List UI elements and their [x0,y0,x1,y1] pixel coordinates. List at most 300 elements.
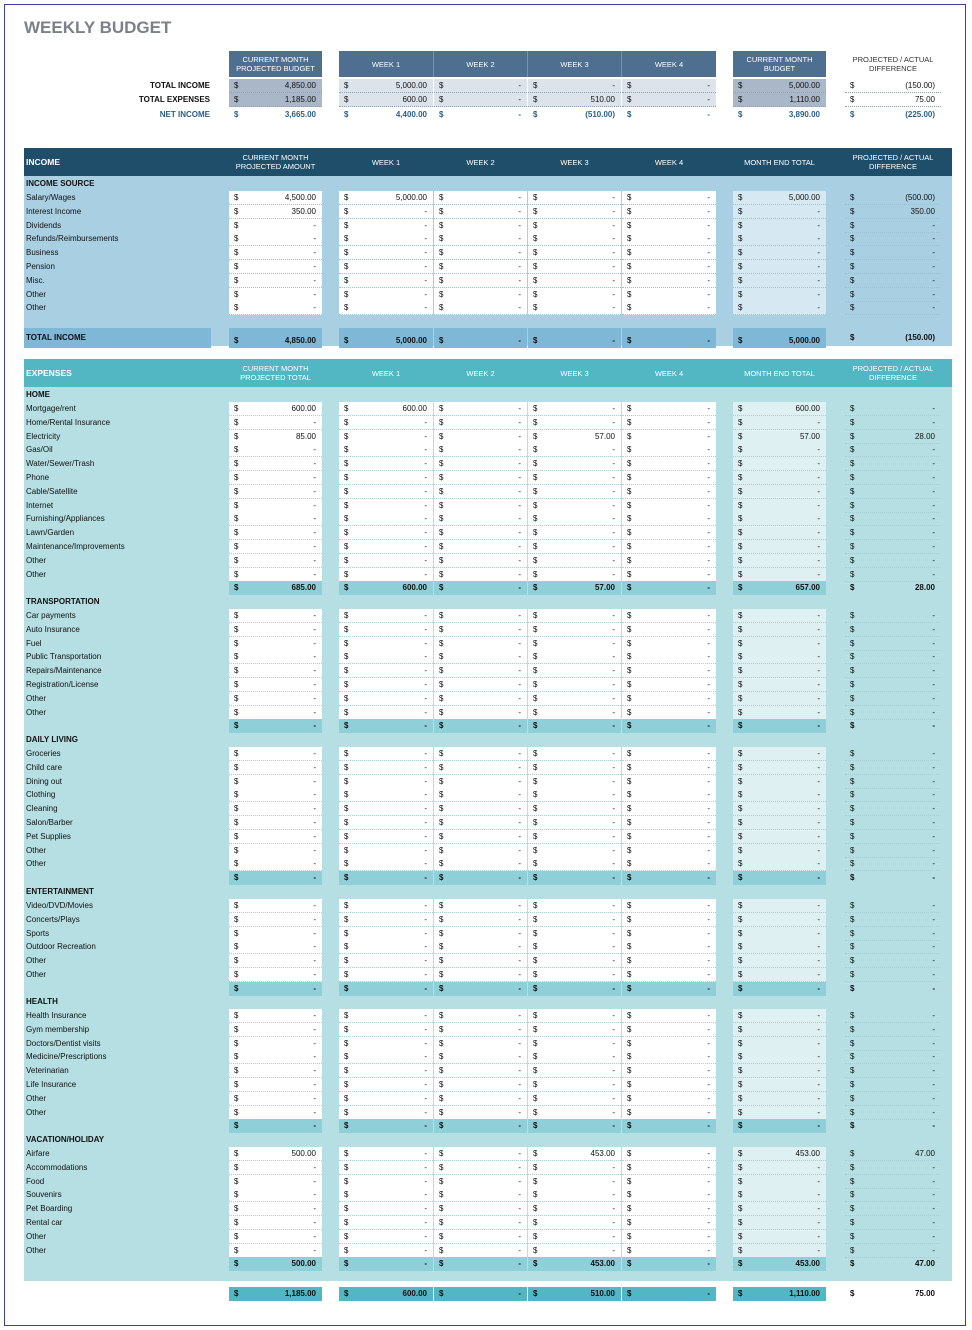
value-cell[interactable] [733,274,826,288]
value-cell[interactable] [622,568,716,582]
value-cell[interactable] [229,1287,322,1301]
value-cell[interactable] [434,761,527,775]
value-cell[interactable] [733,191,826,205]
value-cell[interactable] [434,623,527,637]
value-cell[interactable] [622,664,716,678]
value-cell[interactable] [733,1023,826,1037]
value-cell[interactable] [339,219,433,233]
value-cell[interactable] [622,844,716,858]
value-cell[interactable] [528,913,621,927]
value-cell[interactable] [229,1009,322,1023]
value-cell[interactable] [733,1064,826,1078]
value-cell[interactable] [434,788,527,802]
value-cell[interactable] [229,274,322,288]
value-cell[interactable] [229,940,322,954]
value-cell[interactable] [434,93,527,107]
value-cell[interactable] [733,623,826,637]
value-cell[interactable] [622,328,716,348]
value-cell[interactable] [733,857,826,871]
value-cell[interactable] [434,857,527,871]
value-cell[interactable] [434,706,527,720]
value-cell[interactable] [528,568,621,582]
value-cell[interactable] [339,512,433,526]
value-cell[interactable] [339,581,433,595]
value-cell[interactable] [434,205,527,219]
value-cell[interactable] [339,1106,433,1120]
value-cell[interactable] [733,79,826,93]
value-cell[interactable] [434,246,527,260]
value-cell[interactable] [733,1257,826,1271]
value-cell[interactable] [434,678,527,692]
value-cell[interactable] [622,1119,716,1133]
value-cell[interactable] [339,927,433,941]
value-cell[interactable] [528,1023,621,1037]
value-cell[interactable] [528,1078,621,1092]
value-cell[interactable] [528,485,621,499]
value-cell[interactable] [339,913,433,927]
value-cell[interactable] [434,499,527,513]
value-cell[interactable] [434,1147,527,1161]
value-cell[interactable] [733,93,826,107]
value-cell[interactable] [339,402,433,416]
value-cell[interactable] [622,816,716,830]
value-cell[interactable] [733,260,826,274]
value-cell[interactable] [229,775,322,789]
value-cell[interactable] [434,1216,527,1230]
value-cell[interactable] [622,968,716,982]
value-cell[interactable] [622,402,716,416]
value-cell[interactable] [229,1188,322,1202]
value-cell[interactable] [622,1161,716,1175]
value-cell[interactable] [622,678,716,692]
value-cell[interactable] [339,471,433,485]
value-cell[interactable] [622,913,716,927]
value-cell[interactable] [339,692,433,706]
value-cell[interactable] [229,1244,322,1258]
value-cell[interactable] [229,1230,322,1244]
value-cell[interactable] [229,1064,322,1078]
value-cell[interactable] [434,540,527,554]
value-cell[interactable] [229,205,322,219]
value-cell[interactable] [434,940,527,954]
value-cell[interactable] [434,457,527,471]
value-cell[interactable] [434,1161,527,1175]
value-cell[interactable] [434,274,527,288]
value-cell[interactable] [528,402,621,416]
value-cell[interactable] [229,246,322,260]
value-cell[interactable] [339,857,433,871]
value-cell[interactable] [622,554,716,568]
value-cell[interactable] [528,830,621,844]
value-cell[interactable] [622,775,716,789]
value-cell[interactable] [229,191,322,205]
value-cell[interactable] [528,802,621,816]
value-cell[interactable] [229,485,322,499]
value-cell[interactable] [733,205,826,219]
value-cell[interactable] [339,246,433,260]
value-cell[interactable] [434,650,527,664]
value-cell[interactable] [733,1119,826,1133]
value-cell[interactable] [339,79,433,93]
value-cell[interactable] [434,416,527,430]
value-cell[interactable] [229,108,322,122]
value-cell[interactable] [528,416,621,430]
value-cell[interactable] [622,93,716,107]
value-cell[interactable] [229,1037,322,1051]
value-cell[interactable] [339,1009,433,1023]
value-cell[interactable] [229,471,322,485]
value-cell[interactable] [229,802,322,816]
value-cell[interactable] [229,288,322,302]
value-cell[interactable] [733,1216,826,1230]
value-cell[interactable] [339,1216,433,1230]
value-cell[interactable] [339,844,433,858]
value-cell[interactable] [434,1244,527,1258]
value-cell[interactable] [434,471,527,485]
value-cell[interactable] [733,968,826,982]
value-cell[interactable] [528,706,621,720]
value-cell[interactable] [339,1064,433,1078]
value-cell[interactable] [434,1188,527,1202]
value-cell[interactable] [339,1092,433,1106]
value-cell[interactable] [434,512,527,526]
value-cell[interactable] [229,857,322,871]
value-cell[interactable] [528,747,621,761]
value-cell[interactable] [339,416,433,430]
value-cell[interactable] [622,927,716,941]
value-cell[interactable] [622,79,716,93]
value-cell[interactable] [434,328,527,348]
value-cell[interactable] [434,1119,527,1133]
value-cell[interactable] [434,968,527,982]
value-cell[interactable] [622,430,716,444]
value-cell[interactable] [528,899,621,913]
value-cell[interactable] [622,274,716,288]
value-cell[interactable] [339,1078,433,1092]
value-cell[interactable] [733,1161,826,1175]
value-cell[interactable] [434,1230,527,1244]
value-cell[interactable] [622,1188,716,1202]
value-cell[interactable] [339,637,433,651]
value-cell[interactable] [434,692,527,706]
value-cell[interactable] [622,1092,716,1106]
value-cell[interactable] [434,830,527,844]
value-cell[interactable] [434,816,527,830]
value-cell[interactable] [528,637,621,651]
value-cell[interactable] [622,512,716,526]
value-cell[interactable] [229,79,322,93]
value-cell[interactable] [434,430,527,444]
value-cell[interactable] [339,191,433,205]
value-cell[interactable] [733,1078,826,1092]
value-cell[interactable] [733,844,826,858]
value-cell[interactable] [339,899,433,913]
value-cell[interactable] [339,430,433,444]
value-cell[interactable] [622,871,716,885]
value-cell[interactable] [528,274,621,288]
value-cell[interactable] [229,968,322,982]
value-cell[interactable] [339,775,433,789]
value-cell[interactable] [622,540,716,554]
value-cell[interactable] [622,1106,716,1120]
value-cell[interactable] [339,205,433,219]
value-cell[interactable] [528,1161,621,1175]
value-cell[interactable] [622,526,716,540]
value-cell[interactable] [622,246,716,260]
value-cell[interactable] [733,775,826,789]
value-cell[interactable] [434,1050,527,1064]
value-cell[interactable] [528,844,621,858]
value-cell[interactable] [229,1119,322,1133]
value-cell[interactable] [339,1023,433,1037]
value-cell[interactable] [528,775,621,789]
value-cell[interactable] [339,802,433,816]
value-cell[interactable] [622,1175,716,1189]
value-cell[interactable] [733,1147,826,1161]
value-cell[interactable] [733,747,826,761]
value-cell[interactable] [528,927,621,941]
value-cell[interactable] [434,526,527,540]
value-cell[interactable] [528,788,621,802]
value-cell[interactable] [733,499,826,513]
value-cell[interactable] [733,246,826,260]
value-cell[interactable] [733,554,826,568]
value-cell[interactable] [434,1009,527,1023]
value-cell[interactable] [339,1050,433,1064]
value-cell[interactable] [229,761,322,775]
value-cell[interactable] [733,650,826,664]
value-cell[interactable] [434,1078,527,1092]
value-cell[interactable] [622,857,716,871]
value-cell[interactable] [434,719,527,733]
value-cell[interactable] [622,788,716,802]
value-cell[interactable] [733,1175,826,1189]
value-cell[interactable] [229,913,322,927]
value-cell[interactable] [622,1064,716,1078]
value-cell[interactable] [528,761,621,775]
value-cell[interactable] [622,1023,716,1037]
value-cell[interactable] [528,540,621,554]
value-cell[interactable] [622,1257,716,1271]
value-cell[interactable] [339,301,433,315]
value-cell[interactable] [229,954,322,968]
value-cell[interactable] [733,982,826,996]
value-cell[interactable] [733,430,826,444]
value-cell[interactable] [528,982,621,996]
value-cell[interactable] [528,968,621,982]
value-cell[interactable] [622,982,716,996]
value-cell[interactable] [622,1147,716,1161]
value-cell[interactable] [339,1147,433,1161]
value-cell[interactable] [229,526,322,540]
value-cell[interactable] [733,913,826,927]
value-cell[interactable] [528,1175,621,1189]
value-cell[interactable] [229,927,322,941]
value-cell[interactable] [622,108,716,122]
value-cell[interactable] [434,1202,527,1216]
value-cell[interactable] [528,650,621,664]
value-cell[interactable] [622,761,716,775]
value-cell[interactable] [528,609,621,623]
value-cell[interactable] [434,844,527,858]
value-cell[interactable] [229,93,322,107]
value-cell[interactable] [528,471,621,485]
value-cell[interactable] [339,93,433,107]
value-cell[interactable] [229,402,322,416]
value-cell[interactable] [733,402,826,416]
value-cell[interactable] [229,301,322,315]
value-cell[interactable] [229,692,322,706]
value-cell[interactable] [528,581,621,595]
value-cell[interactable] [733,485,826,499]
value-cell[interactable] [622,623,716,637]
value-cell[interactable] [622,747,716,761]
value-cell[interactable] [622,692,716,706]
value-cell[interactable] [434,927,527,941]
value-cell[interactable] [622,1202,716,1216]
value-cell[interactable] [528,816,621,830]
value-cell[interactable] [528,191,621,205]
value-cell[interactable] [339,328,433,348]
value-cell[interactable] [528,301,621,315]
value-cell[interactable] [339,940,433,954]
value-cell[interactable] [339,1188,433,1202]
value-cell[interactable] [434,1175,527,1189]
value-cell[interactable] [622,899,716,913]
value-cell[interactable] [733,954,826,968]
value-cell[interactable] [622,232,716,246]
value-cell[interactable] [622,1037,716,1051]
value-cell[interactable] [528,93,621,107]
value-cell[interactable] [434,899,527,913]
value-cell[interactable] [229,457,322,471]
value-cell[interactable] [339,609,433,623]
value-cell[interactable] [622,219,716,233]
value-cell[interactable] [434,288,527,302]
value-cell[interactable] [528,1119,621,1133]
value-cell[interactable] [229,1216,322,1230]
value-cell[interactable] [434,637,527,651]
value-cell[interactable] [528,79,621,93]
value-cell[interactable] [434,1092,527,1106]
value-cell[interactable] [528,1216,621,1230]
value-cell[interactable] [733,664,826,678]
value-cell[interactable] [339,1202,433,1216]
value-cell[interactable] [733,1202,826,1216]
value-cell[interactable] [229,609,322,623]
value-cell[interactable] [528,328,621,348]
value-cell[interactable] [434,108,527,122]
value-cell[interactable] [229,844,322,858]
value-cell[interactable] [528,857,621,871]
value-cell[interactable] [733,219,826,233]
value-cell[interactable] [339,871,433,885]
value-cell[interactable] [528,526,621,540]
value-cell[interactable] [339,288,433,302]
value-cell[interactable] [622,1009,716,1023]
value-cell[interactable] [733,1244,826,1258]
value-cell[interactable] [733,1188,826,1202]
value-cell[interactable] [229,219,322,233]
value-cell[interactable] [229,830,322,844]
value-cell[interactable] [229,706,322,720]
value-cell[interactable] [434,1023,527,1037]
value-cell[interactable] [434,219,527,233]
value-cell[interactable] [229,416,322,430]
value-cell[interactable] [339,274,433,288]
value-cell[interactable] [528,940,621,954]
value-cell[interactable] [733,1092,826,1106]
value-cell[interactable] [733,678,826,692]
value-cell[interactable] [229,1023,322,1037]
value-cell[interactable] [528,664,621,678]
value-cell[interactable] [339,108,433,122]
value-cell[interactable] [528,430,621,444]
value-cell[interactable] [229,568,322,582]
value-cell[interactable] [528,554,621,568]
value-cell[interactable] [339,747,433,761]
value-cell[interactable] [622,954,716,968]
value-cell[interactable] [339,1175,433,1189]
value-cell[interactable] [229,1202,322,1216]
value-cell[interactable] [528,1202,621,1216]
value-cell[interactable] [339,232,433,246]
value-cell[interactable] [339,1161,433,1175]
value-cell[interactable] [339,540,433,554]
value-cell[interactable] [229,664,322,678]
value-cell[interactable] [733,761,826,775]
value-cell[interactable] [229,581,322,595]
value-cell[interactable] [229,512,322,526]
value-cell[interactable] [528,288,621,302]
value-cell[interactable] [622,485,716,499]
value-cell[interactable] [528,1050,621,1064]
value-cell[interactable] [434,802,527,816]
value-cell[interactable] [622,719,716,733]
value-cell[interactable] [733,581,826,595]
value-cell[interactable] [339,968,433,982]
value-cell[interactable] [229,650,322,664]
value-cell[interactable] [733,692,826,706]
value-cell[interactable] [528,512,621,526]
value-cell[interactable] [622,260,716,274]
value-cell[interactable] [622,457,716,471]
value-cell[interactable] [229,982,322,996]
value-cell[interactable] [622,609,716,623]
value-cell[interactable] [229,232,322,246]
value-cell[interactable] [733,609,826,623]
value-cell[interactable] [528,1287,621,1301]
value-cell[interactable] [229,637,322,651]
value-cell[interactable] [229,1078,322,1092]
value-cell[interactable] [733,301,826,315]
value-cell[interactable] [434,982,527,996]
value-cell[interactable] [733,830,826,844]
value-cell[interactable] [528,1230,621,1244]
value-cell[interactable] [434,232,527,246]
value-cell[interactable] [229,430,322,444]
value-cell[interactable] [339,816,433,830]
value-cell[interactable] [339,761,433,775]
value-cell[interactable] [434,1064,527,1078]
value-cell[interactable] [622,443,716,457]
value-cell[interactable] [434,443,527,457]
value-cell[interactable] [733,568,826,582]
value-cell[interactable] [229,499,322,513]
value-cell[interactable] [229,816,322,830]
value-cell[interactable] [733,1106,826,1120]
value-cell[interactable] [434,775,527,789]
